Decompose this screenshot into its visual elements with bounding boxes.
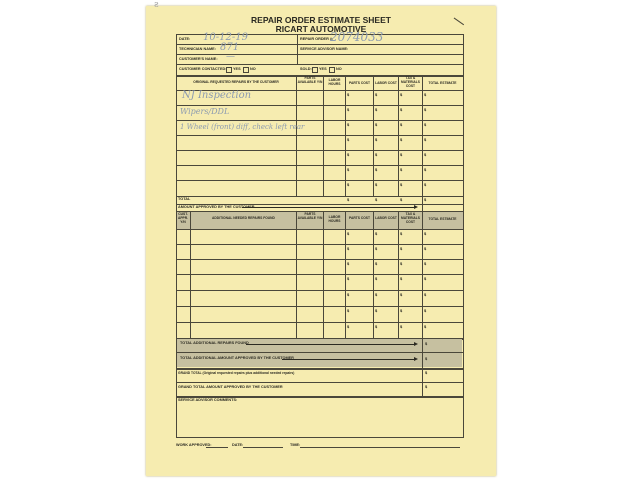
table1-dollar-r2-c1: $ bbox=[375, 122, 378, 127]
table2-dollar-r3-c2: $ bbox=[400, 276, 403, 281]
table2-dollar-r3-c0: $ bbox=[347, 276, 350, 281]
table2-dollar-r1-c1: $ bbox=[375, 246, 378, 251]
table1-dollar-r2-c0: $ bbox=[347, 122, 350, 127]
table1-dollar-r0-c3: $ bbox=[424, 92, 427, 97]
table2-dollar-r1-c2: $ bbox=[400, 246, 403, 251]
handwritten-repair-1: NJ Inspection bbox=[182, 90, 252, 101]
col-total-estimate: TOTAL ESTIMATE bbox=[428, 81, 457, 85]
col-tax-materials: TAX & MATERIALS COST bbox=[401, 76, 420, 88]
table1-dollar-r3-c2: $ bbox=[400, 137, 403, 142]
customer-name-value: — bbox=[226, 52, 235, 62]
table2-dollar-r6-c1: $ bbox=[375, 324, 378, 329]
col-labor-cost: LABOR COST bbox=[375, 81, 397, 85]
table1-dollar-r5-c3: $ bbox=[424, 167, 427, 172]
technician-label: TECHNICIAN NAME: bbox=[179, 47, 216, 51]
corner-scribble: ƨ bbox=[154, 0, 159, 10]
col2-parts-cost: PARTS COST bbox=[348, 216, 370, 220]
table1-dollar-r3-c1: $ bbox=[375, 137, 378, 142]
col-labor-hours: LABOR HOURS bbox=[328, 78, 341, 86]
sold-yes-label: YES bbox=[319, 67, 327, 71]
date-label: DATE: bbox=[179, 37, 191, 41]
approved-arrowhead bbox=[414, 205, 418, 209]
table1-dollar-r1-c0: $ bbox=[347, 107, 350, 112]
repair-order-label: REPAIR ORDER #: bbox=[300, 37, 334, 41]
table1-dollar-r1-c3: $ bbox=[424, 107, 427, 112]
additional-approved-arrow bbox=[282, 359, 414, 360]
footer-time-label: TIME: bbox=[290, 443, 301, 447]
date-value: 10-12-19 bbox=[203, 32, 248, 43]
customer-contacted-label: CUSTOMER CONTACTED: bbox=[179, 67, 227, 71]
handwritten-repair-3: 1 Wheel (front) diff, check left rear bbox=[180, 123, 305, 131]
col-parts-cost: PARTS COST bbox=[348, 81, 370, 85]
additional-arrow bbox=[246, 344, 414, 345]
table1-dollar-r3-c0: $ bbox=[347, 137, 350, 142]
sold-yes-checkbox[interactable] bbox=[312, 67, 318, 73]
table1-dollar-r5-c2: $ bbox=[400, 167, 403, 172]
table2-dollar-r1-c0: $ bbox=[347, 246, 350, 251]
table1-dollar-r4-c0: $ bbox=[347, 152, 350, 157]
table1-dollar-r7-c1: $ bbox=[375, 197, 378, 202]
table1-dollar-r4-c2: $ bbox=[400, 152, 403, 157]
table1-dollar-r5-c0: $ bbox=[347, 167, 350, 172]
table2-dollar-r6-c3: $ bbox=[424, 324, 427, 329]
table1-dollar-r0-c1: $ bbox=[375, 92, 378, 97]
table1-dollar-r1-c2: $ bbox=[400, 107, 403, 112]
repair-order-value: 2074033 bbox=[330, 30, 384, 44]
advisor-comments-label: SERVICE ADVISOR COMMENTS: bbox=[178, 398, 238, 402]
total-additional-label: TOTAL ADDITIONAL REPAIRS FOUND bbox=[180, 341, 249, 345]
table2-dollar-r1-c3: $ bbox=[424, 246, 427, 251]
table1-dollar-r0-c0: $ bbox=[347, 92, 350, 97]
footer-date-label: DATE: bbox=[232, 443, 244, 447]
sold-no-checkbox[interactable] bbox=[329, 67, 335, 73]
contacted-no-label: NO bbox=[250, 67, 256, 71]
table2-dollar-r5-c3: $ bbox=[424, 308, 427, 313]
table1-dollar-r6-c3: $ bbox=[424, 182, 427, 187]
table1-dollar-r6-c0: $ bbox=[347, 182, 350, 187]
table2-dollar-r6-c2: $ bbox=[400, 324, 403, 329]
table2-dollar-r5-c1: $ bbox=[375, 308, 378, 313]
sold-label: SOLD: bbox=[300, 67, 312, 71]
table2-dollar-r3-c3: $ bbox=[424, 276, 427, 281]
additional-repairs-table bbox=[176, 211, 464, 340]
additional-arrowhead bbox=[414, 342, 418, 346]
table1-dollar-r7-c3: $ bbox=[424, 197, 427, 202]
table2-dollar-r4-c2: $ bbox=[400, 292, 403, 297]
table1-dollar-r6-c1: $ bbox=[375, 182, 378, 187]
total-additional-approved-label: TOTAL ADDITIONAL AMOUNT APPROVED BY THE CUSTOMER bbox=[180, 356, 294, 360]
table2-dollar-r0-c3: $ bbox=[424, 231, 427, 236]
table2-dollar-r4-c0: $ bbox=[347, 292, 350, 297]
table2-dollar-r5-c0: $ bbox=[347, 308, 350, 313]
table2-dollar-r0-c1: $ bbox=[375, 231, 378, 236]
col2-labor-cost: LABOR COST bbox=[375, 216, 397, 220]
table2-dollar-r2-c1: $ bbox=[375, 261, 378, 266]
col-cust-appr: CUST. APPR. Y/N bbox=[177, 212, 189, 224]
table2-dollar-r0-c0: $ bbox=[347, 231, 350, 236]
table2-dollar-r3-c1: $ bbox=[375, 276, 378, 281]
estimate-sheet bbox=[146, 0, 496, 476]
table2-dollar-r0-c2: $ bbox=[400, 231, 403, 236]
amount-approved-label: AMOUNT APPROVED BY THE CUSTOMER bbox=[178, 205, 255, 209]
table1-dollar-r7-c2: $ bbox=[400, 197, 403, 202]
col2-total-estimate: TOTAL ESTIMATE bbox=[428, 217, 457, 221]
table2-dollar-r6-c0: $ bbox=[347, 324, 350, 329]
table2-dollar-r4-c1: $ bbox=[375, 292, 378, 297]
col2-tax-materials: TAX & MATERIALS COST bbox=[401, 212, 420, 224]
table1-dollar-r2-c3: $ bbox=[424, 122, 427, 127]
customer-name-label: CUSTOMER'S NAME: bbox=[179, 57, 218, 61]
additional-dollar: $ bbox=[425, 341, 428, 346]
additional-approved-arrowhead bbox=[414, 357, 418, 361]
table1-dollar-r4-c1: $ bbox=[375, 152, 378, 157]
table1-dollar-r5-c1: $ bbox=[375, 167, 378, 172]
contacted-yes-checkbox[interactable] bbox=[226, 67, 232, 73]
table2-dollar-r2-c2: $ bbox=[400, 261, 403, 266]
grand-total-label: GRAND TOTAL (Original requested repairs plus additional needed repairs) bbox=[178, 371, 295, 375]
contacted-yes-label: YES bbox=[233, 67, 241, 71]
approved-arrow bbox=[242, 207, 414, 208]
table1-dollar-r4-c3: $ bbox=[424, 152, 427, 157]
table1-dollar-r0-c2: $ bbox=[400, 92, 403, 97]
work-approved-label: WORK APPROVED: bbox=[176, 443, 212, 447]
col-original-repairs: ORIGINAL REQUESTED REPAIRS BY THE CUSTOMER bbox=[193, 80, 279, 84]
col-parts-available: PARTS AVAILABLE Y/N bbox=[297, 76, 323, 84]
table1-dollar-r3-c3: $ bbox=[424, 137, 427, 142]
form-title: REPAIR ORDER ESTIMATE SHEET bbox=[251, 15, 391, 25]
table1-dollar-r7-c0: $ bbox=[347, 197, 350, 202]
table1-dollar-r6-c2: $ bbox=[400, 182, 403, 187]
grand-total-dollar: $ bbox=[425, 370, 428, 375]
grand-total-approved-label: GRAND TOTAL AMOUNT APPROVED BY THE CUSTOMER bbox=[178, 385, 283, 389]
table1-dollar-r2-c2: $ bbox=[400, 122, 403, 127]
technician-value: 871 bbox=[220, 42, 240, 53]
table2-dollar-r4-c3: $ bbox=[424, 292, 427, 297]
col2-parts-available: PARTS AVAILABLE Y/N bbox=[297, 212, 323, 220]
contacted-no-checkbox[interactable] bbox=[243, 67, 249, 73]
handwritten-repair-2: Wipers/DDL bbox=[180, 107, 230, 116]
total-label: TOTAL bbox=[178, 197, 191, 201]
service-advisor-label: SERVICE ADVISOR NAME: bbox=[300, 47, 349, 51]
shop-name: RICART AUTOMOTIVE bbox=[275, 24, 367, 34]
table2-dollar-r2-c0: $ bbox=[347, 261, 350, 266]
table1-dollar-r1-c1: $ bbox=[375, 107, 378, 112]
grand-total-approved-dollar: $ bbox=[425, 384, 428, 389]
table2-dollar-r2-c3: $ bbox=[424, 261, 427, 266]
additional-approved-dollar: $ bbox=[425, 356, 428, 361]
col2-labor-hours: LABOR HOURS bbox=[328, 215, 341, 223]
table2-dollar-r5-c2: $ bbox=[400, 308, 403, 313]
col-additional-repairs: ADDITIONAL NEEDED REPAIRS FOUND bbox=[212, 216, 275, 220]
sold-no-label: NO bbox=[336, 67, 342, 71]
